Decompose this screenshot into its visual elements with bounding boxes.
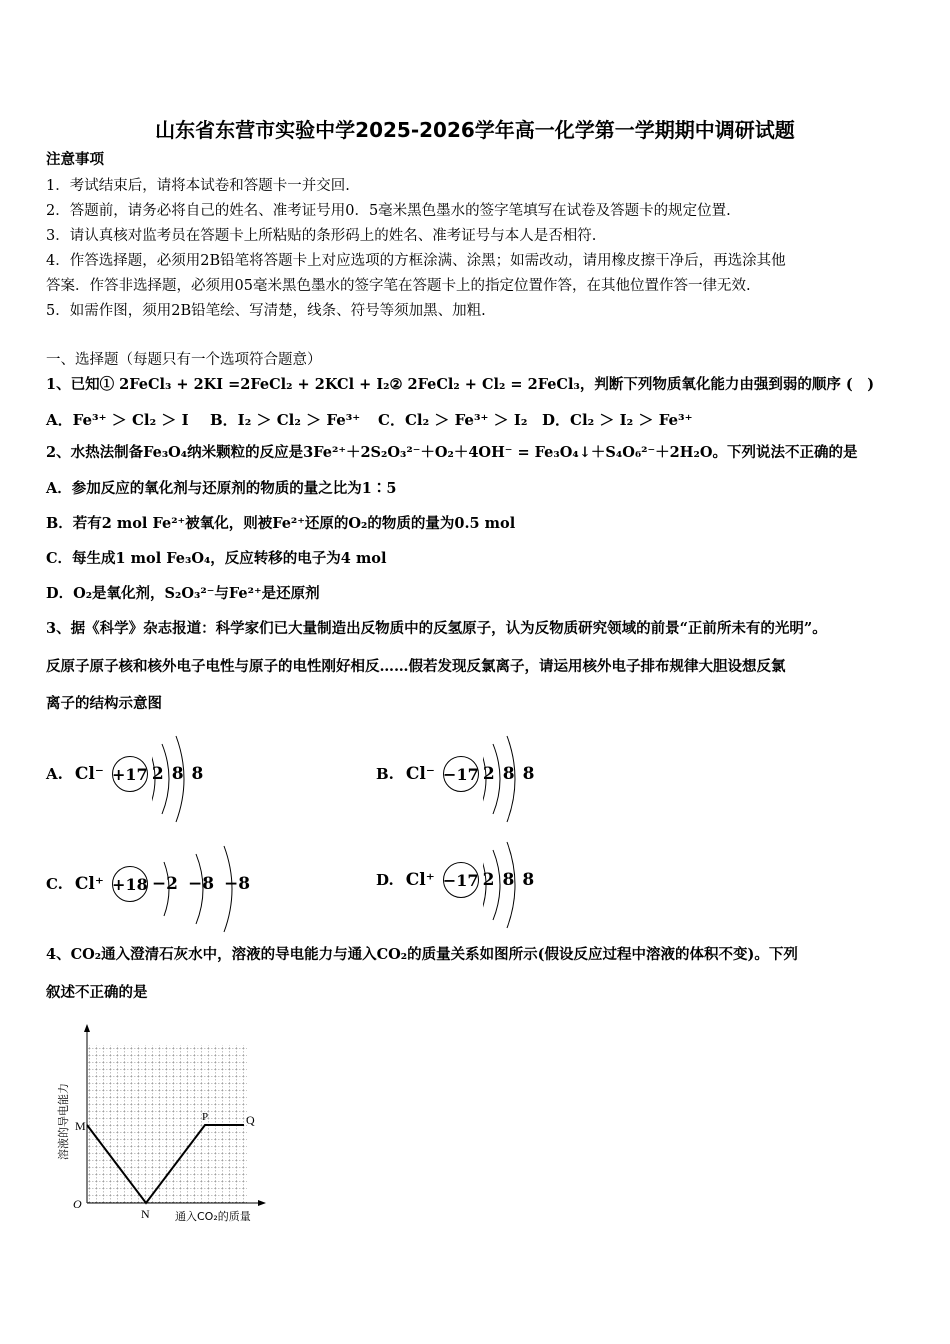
q3-option-a — [46, 756, 203, 792]
shell-count: 2 — [482, 764, 495, 784]
q1-stem: 1、已知① 2FeCl₃ + 2KI =2FeCl₂ + 2KCl + I₂② 2FeCl₂ + Cl₂ = 2FeCl₃，判断下列物质氧化能力由强到弱的顺序 ( ) — [46, 376, 875, 393]
x-arrow-icon — [258, 1200, 266, 1206]
nucleus: −17 — [443, 862, 479, 898]
note-item: 2．答题前，请务必将自己的姓名、准考证号用0．5毫米黑色墨水的签字笔填写在试卷及答题卡的规定位置. — [46, 203, 731, 219]
shell-count: −8 — [187, 874, 215, 894]
option-label: C. — [46, 875, 63, 893]
origin-label: O — [73, 1197, 82, 1211]
y-axis-label: 溶液的导电能力 — [57, 1083, 70, 1160]
q3-option-c — [46, 866, 250, 902]
option-label: D. — [376, 871, 394, 889]
note-item: 3．请认真核对监考员在答题卡上所粘贴的条形码上的姓名、准考证号与本人是否相符. — [46, 228, 597, 244]
q4-line: 4、CO₂通入澄清石灰水中，溶液的导电能力与通入CO₂的质量关系如图所示(假设反应过程中溶液的体积不变)。下列 — [46, 946, 798, 963]
q2-option-c: C．每生成1 mol Fe₃O₄，反应转移的电子为4 mol — [46, 550, 387, 567]
shell-arcs-icon — [152, 734, 222, 824]
shell-count: 2 — [482, 870, 495, 890]
shell-count: 8 — [522, 870, 535, 890]
note-item: 1．考试结束后，请将本试卷和答题卡一并交回. — [46, 178, 350, 194]
shell-count: −8 — [224, 874, 251, 894]
shell-count: 8 — [502, 764, 515, 784]
electron-shells — [152, 764, 204, 784]
q3-line: 3、据《科学》杂志报道：科学家们已大量制造出反物质中的反氢原子，认为反物质研究领域的前景“正前所未有的光明”。 — [46, 620, 827, 637]
notes-heading: 注意事项 — [46, 151, 104, 168]
shell-count: 8 — [171, 764, 184, 784]
section-heading: 一、选择题（每题只有一个选项符合题意） — [46, 352, 322, 368]
shell-count: 2 — [151, 764, 164, 784]
note-item: 5．如需作图，须用2B铅笔绘、写清楚，线条、符号等须加黑、加粗. — [46, 303, 486, 319]
note-item: 答案．作答非选择题，必须用05毫米黑色墨水的签字笔在答题卡上的指定位置作答，在其他位置作答一律无效. — [46, 278, 751, 294]
q1-option-b: B．I₂ ＞ Cl₂ ＞ Fe³⁺ — [210, 411, 361, 429]
q1-option-a: A．Fe³⁺ ＞ Cl₂ ＞ I — [46, 411, 189, 429]
q1-option-c: C．Cl₂ ＞ Fe³⁺ ＞ I₂ — [378, 411, 528, 429]
point-p-label: P — [202, 1111, 209, 1123]
option-label: B. — [376, 765, 394, 783]
y-arrow-icon — [84, 1024, 90, 1032]
q2-stem: 2、水热法制备Fe₃O₄纳米颗粒的反应是3Fe²⁺＋2S₂O₃²⁻＋O₂＋4OH⁻ = Fe₃O₄↓＋S₄O₆²⁻＋2H₂O。下列说法不正确的是 — [46, 444, 858, 461]
note-item: 4．作答选择题，必须用2B铅笔将答题卡上对应选项的方框涂满、涂黑；如需改动，请用橡皮擦干净后，再选涂其他 — [46, 253, 786, 269]
x-axis-label: 通入CO₂的质量 — [175, 1210, 251, 1223]
electron-shells — [152, 874, 250, 894]
q3-option-d — [376, 862, 534, 898]
q2-option-b: B．若有2 mol Fe²⁺被氧化，则被Fe²⁺还原的O₂的物质的量为0.5 mol — [46, 515, 516, 532]
electron-shells — [483, 870, 535, 890]
q1-option-d: D．Cl₂ ＞ I₂ ＞ Fe³⁺ — [542, 411, 693, 429]
nucleus: +17 — [112, 756, 148, 792]
shell-count: 8 — [191, 764, 204, 784]
point-m-label: M — [75, 1119, 86, 1133]
q3-line: 反原子原子核和核外电子电性与原子的电性刚好相反……假若发现反氯离子，请运用核外电子排布规律大胆设想反氯 — [46, 658, 786, 675]
ion-symbol: Cl⁺ — [405, 870, 435, 890]
shell-count: 8 — [502, 870, 515, 890]
q3-option-b — [376, 756, 534, 792]
shell-arcs-icon — [483, 840, 553, 930]
shell-arcs-icon — [152, 844, 252, 934]
conductivity-graph — [40, 1020, 280, 1230]
shell-count: −2 — [151, 874, 178, 894]
ion-symbol: Cl⁺ — [74, 874, 104, 894]
q4-line: 叙述不正确的是 — [46, 984, 148, 1001]
ion-symbol: Cl⁻ — [74, 764, 104, 784]
q2-option-a: A．参加反应的氧化剂与还原剂的物质的量之比为1∶5 — [46, 480, 397, 497]
nucleus: −17 — [443, 756, 479, 792]
point-n-label: N — [141, 1207, 150, 1221]
shell-arcs-icon — [483, 734, 553, 824]
electron-shells — [483, 764, 535, 784]
page-title: 山东省东营市实验中学2025-2026学年高一化学第一学期期中调研试题 — [155, 118, 795, 142]
ion-symbol: Cl⁻ — [405, 764, 435, 784]
nucleus: +18 — [112, 866, 148, 902]
q3-line: 离子的结构示意图 — [46, 695, 162, 712]
shell-count: 8 — [522, 764, 535, 784]
option-label: A. — [46, 765, 63, 783]
q2-option-d: D．O₂是氧化剂，S₂O₃²⁻与Fe²⁺是还原剂 — [46, 585, 320, 602]
point-q-label: Q — [246, 1113, 255, 1127]
